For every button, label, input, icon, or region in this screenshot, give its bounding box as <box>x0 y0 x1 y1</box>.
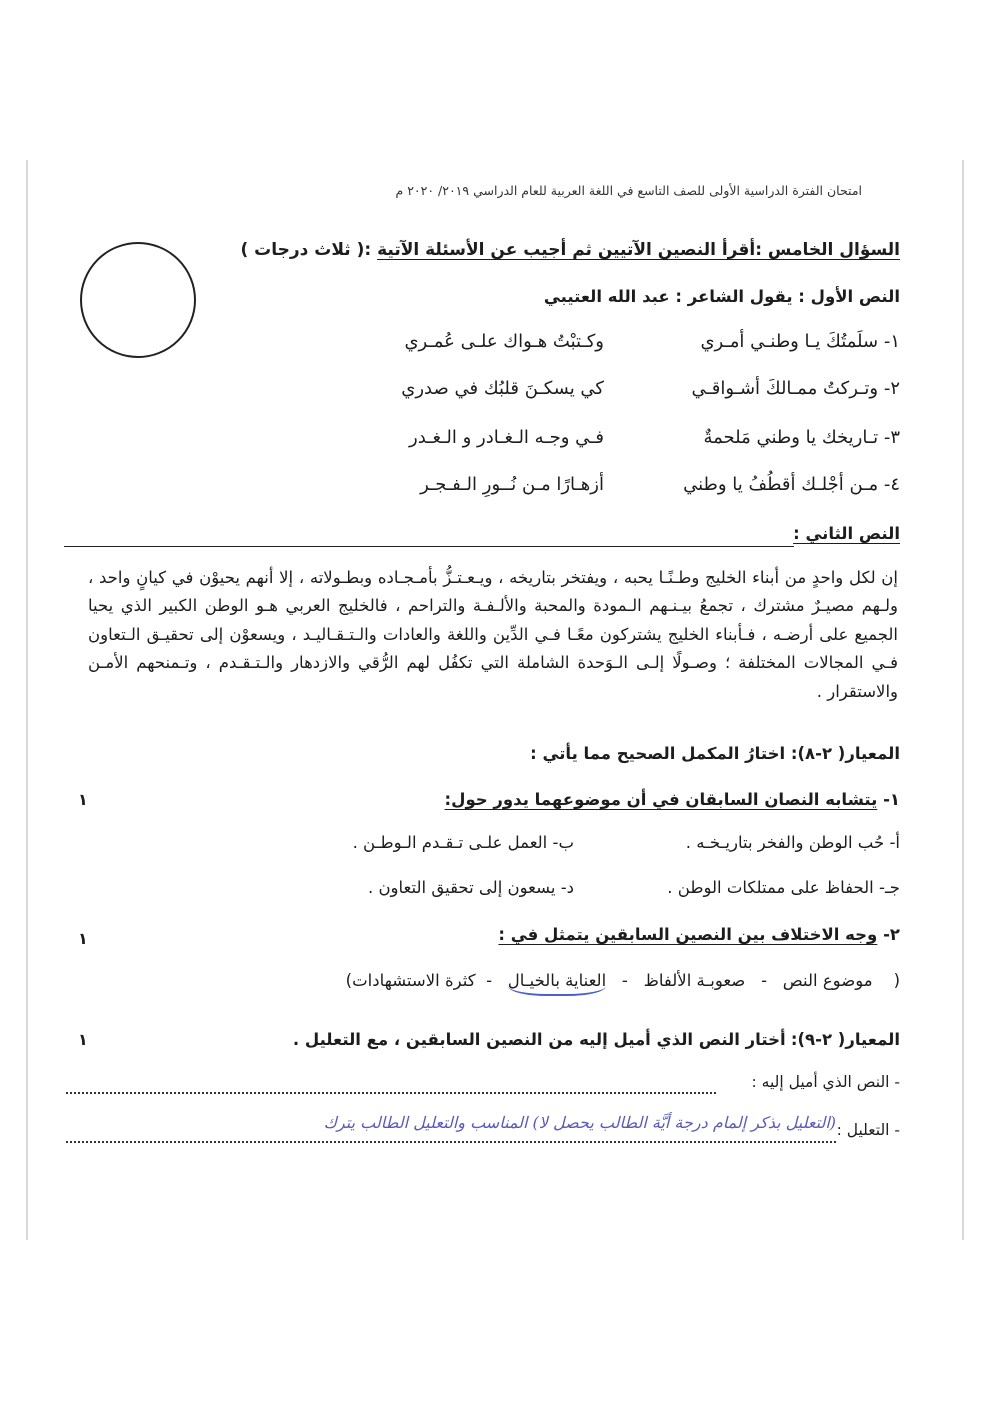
q2-mark: ١ <box>78 929 88 948</box>
verse-3-right: ٣- تـاريخك يا وطني مَلحمةٌ <box>703 427 900 448</box>
q2-choice-1[interactable]: موضوع النص <box>782 971 873 990</box>
q1-mark: ١ <box>78 790 88 809</box>
q1-option-d[interactable]: د- يسعون إلى تحقيق التعاون . <box>367 878 574 897</box>
q2-separator-3: - <box>486 971 493 990</box>
field-justification-line[interactable] <box>66 1141 836 1143</box>
text1-heading: النص الأول : يقول الشاعر : عبد الله العتيبي <box>543 287 900 306</box>
question-marks: :( ثلاث درجات ) <box>240 240 372 260</box>
grade-circle <box>80 242 196 358</box>
field-preferred-text-line[interactable] <box>66 1092 716 1094</box>
criterion2-label: المعيار( ٢-٩): <box>790 1030 900 1049</box>
q2-choice-3[interactable]: العناية بالخيـال <box>508 971 606 996</box>
handwritten-note: (التعليل بذكر إلمام درجة أيَّة الطالب يحصل لا) المناسب والتعليل الطالب يترك <box>323 1113 836 1132</box>
verse-1-right: ١- سلَمتُكَ يـا وطنـي أمـري <box>700 331 900 352</box>
q2-separator-2: - <box>621 971 628 990</box>
q2-line <box>498 925 900 944</box>
text2-heading-rule <box>64 546 794 547</box>
field-preferred-text-label: - النص الذي أميل إليه : <box>751 1073 900 1091</box>
q2-choices <box>346 971 900 996</box>
q1-number: ١- <box>883 790 900 809</box>
q1-text: يتشابه النصان السابقان في أن موضوعهما يدور حول: <box>444 790 878 809</box>
verse-2-right: ٢- وتـركتُ ممـالكَ أشـواقـي <box>691 378 900 399</box>
verse-1-left: وكـتبْتُ هـواك علـى عُمـري <box>404 331 604 352</box>
verse-4-right: ٤- مـن أجْلـك أقطُفُ يا وطني <box>683 474 900 495</box>
q2-open-paren: ( <box>893 971 900 990</box>
q2-choice-4[interactable]: كثرة الاستشهادات) <box>345 971 476 990</box>
scan-edge-left <box>26 160 28 1240</box>
field-justification-label: - التعليل : <box>836 1121 900 1139</box>
q2-text: وجه الاختلاف بين النصين السابقين يتمثل في : <box>498 925 878 944</box>
q1-option-c[interactable]: جـ- الحفاظ على ممتلكات الوطن . <box>667 878 900 897</box>
criterion2-mark: ١ <box>78 1030 88 1049</box>
criterion2-text: أختار النص الذي أميل إليه من النصين السابقين ، مع التعليل . <box>292 1030 786 1049</box>
text2-paragraph-text: إن لكل واحدٍ من أبناء الخليج وطـنًـا يحبه ، ويفتخر بتاريخه ، ويـعـتـزُّ بأمـجـاده وبطـولاته ، إلا أنهم يحيوْن في كيانٍ واحد ، ولـهم مصيـرٌ مشترك ، تجمعُ بيـنـهم الـمودة والمحبة والألـفـة والتراحم ، فالخليج العربي هـو الوطن الكبير الذي يحيا الجميع على أرضـه ، فـأبناء الخليج يشتركون معًـا فـي الدِّين واللغة والعادات والـتـقـاليـد ، ويسعوْن إلى تحقيـق الـتعاون فـي المجالات المختلفة ؛ وصـولًا إلـى الـوَحدة الشاملة التي تكفُل لهم الرُّقي والازدهار والـتـقـدم ، وتـمنحهم الأمـن والاستقرار . <box>88 568 898 701</box>
question-title: السؤال الخامس :أقرأ النصين الآتيين ثم أجيب عن الأسئلة الآتية <box>377 240 900 260</box>
q2-choice-2[interactable]: صعوبـة الألفاظ <box>643 971 746 990</box>
text2-paragraph <box>88 564 898 706</box>
exam-title: امتحان الفترة الدراسية الأولى للصف التاسع في اللغة العربية للعام الدراسي ٢٠١٩/ ٢٠٢٠ م <box>395 183 862 198</box>
q1-option-a[interactable]: أ- حُب الوطن والفخر بتاريـخـه . <box>685 833 900 852</box>
q1-line <box>445 790 900 809</box>
verse-4-left: أزهـارًا مـن نُــورِ الـفـجـر <box>420 474 604 495</box>
q2-separator-1: - <box>761 971 768 990</box>
scan-edge-right <box>962 160 964 1240</box>
criterion1-label: المعيار( ٢-٨): اختارُ المكمل الصحيح مما يأتي : <box>530 744 900 763</box>
question-heading <box>240 240 900 260</box>
q2-number: ٢- <box>883 925 900 944</box>
q1-option-b[interactable]: ب- العمل علـى تـقـدم الـوطـن . <box>352 833 574 852</box>
text2-heading: النص الثاني : <box>793 524 900 543</box>
criterion2-line <box>293 1030 900 1049</box>
verse-3-left: فـي وجـه الـغـادر و الـغـدر <box>409 427 604 448</box>
verse-2-left: كي يسكـنَ قلبُك في صدري <box>401 378 604 399</box>
